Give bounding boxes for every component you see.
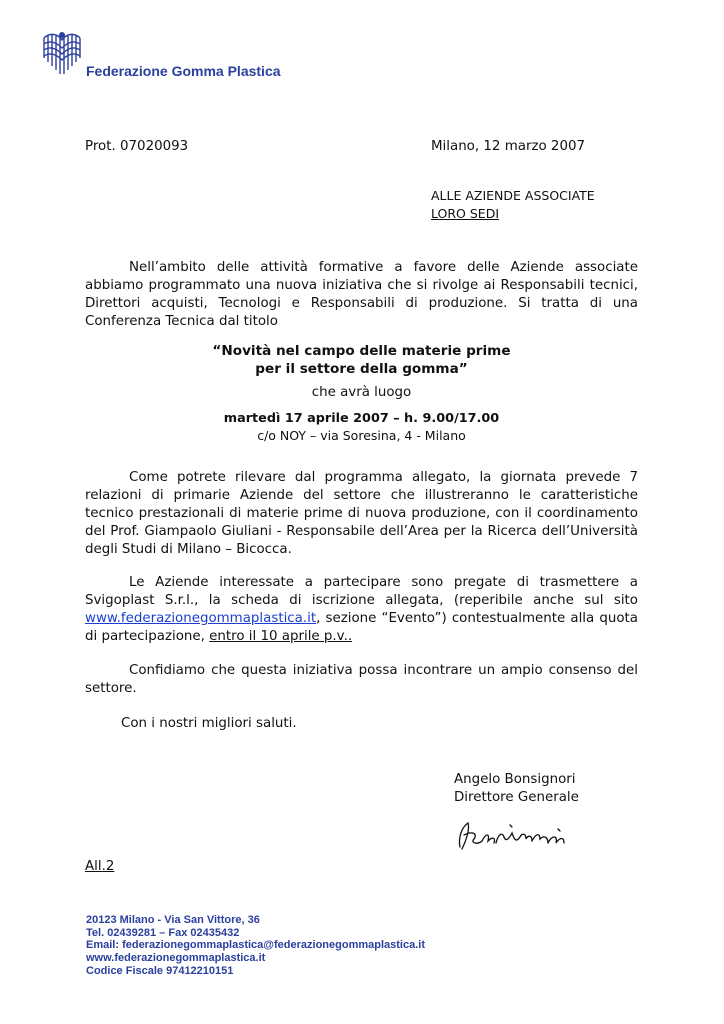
footer-contacts [86, 914, 425, 978]
protocol-number: Prot. 07020093 [85, 139, 189, 154]
registration-deadline: entro il 10 aprile p.v.. [209, 629, 353, 644]
footer-address: 20123 Milano - Via San Vittore, 36 [86, 914, 260, 926]
footer-tax-code: Codice Fiscale 97412210151 [86, 964, 234, 977]
intro-paragraph [85, 259, 638, 331]
takes-place-text: che avrà luogo [311, 385, 412, 400]
footer-phone: Tel. 02439281 – Fax 02435432 [86, 926, 240, 939]
attachment-reference: All.2 [85, 859, 115, 874]
conference-title-line-1: “Novità nel campo delle materie prime [212, 343, 511, 359]
registration-text-part-1: Le Aziende interessate a partecipare sono pregate di trasmettere a Svigoplast S.r.l., la scheda di iscrizione allegata, (reperibile anche sul sito [85, 575, 638, 608]
footer-website[interactable]: www.federazionegommaplastica.it [86, 952, 266, 965]
program-paragraph-text: Come potrete rilevare dal programma allegato, la giornata prevede 7 relazioni di primarie Aziende del settore che illustreranno le caratteristiche tecnico prestazionali di materie prime di nuova produzione, con il coordinamento del Prof. Giampaolo Giuliani - Responsabile dell’Area per la Ricerca dell’Università degli Studi di Milano – Bicocca. [85, 470, 638, 557]
event-date: martedì 17 aprile 2007 – h. 9.00/17.00 [223, 411, 500, 426]
place-date: Milano, 12 marzo 2007 [431, 139, 585, 154]
program-paragraph [85, 469, 638, 559]
signer-name: Angelo Bonsignori [454, 772, 576, 787]
website-link[interactable]: www.federazionegommaplastica.it [85, 611, 317, 626]
consensus-paragraph-text: Confidiamo che questa iniziativa possa incontrare un ampio consenso del settore. [85, 663, 638, 696]
conference-title-line-2: per il settore della gomma” [255, 361, 468, 377]
consensus-paragraph [85, 662, 638, 698]
footer-email[interactable]: Email: federazionegommaplastica@federazionegommaplastica.it [86, 939, 425, 952]
intro-paragraph-text: Nell’ambito delle attività formative a favore delle Aziende associate abbiamo programmato una nuova iniziativa che si rivolge ai Responsabili tecnici, Direttori acquisti, Tecnologi e Responsabili di produzione. Si tratta di una Conferenza Tecnica dal titolo [85, 260, 638, 329]
handwritten-signature-icon [452, 815, 582, 857]
registration-paragraph [85, 574, 638, 646]
closing-salutation: Con i nostri migliori saluti. [121, 716, 297, 731]
registration-text-part-2: , sezione “Evento”) contestualmente alla quota di partecipazione, [85, 611, 638, 644]
signer-title: Direttore Generale [454, 790, 579, 805]
organization-name: Federazione Gomma Plastica [86, 63, 281, 79]
recipient-line-2: LORO SEDI [431, 206, 499, 221]
confindustria-logo-icon [40, 30, 84, 76]
recipient-line-1: ALLE AZIENDE ASSOCIATE [431, 188, 595, 203]
event-location: c/o NOY – via Soresina, 4 - Milano [257, 428, 466, 443]
